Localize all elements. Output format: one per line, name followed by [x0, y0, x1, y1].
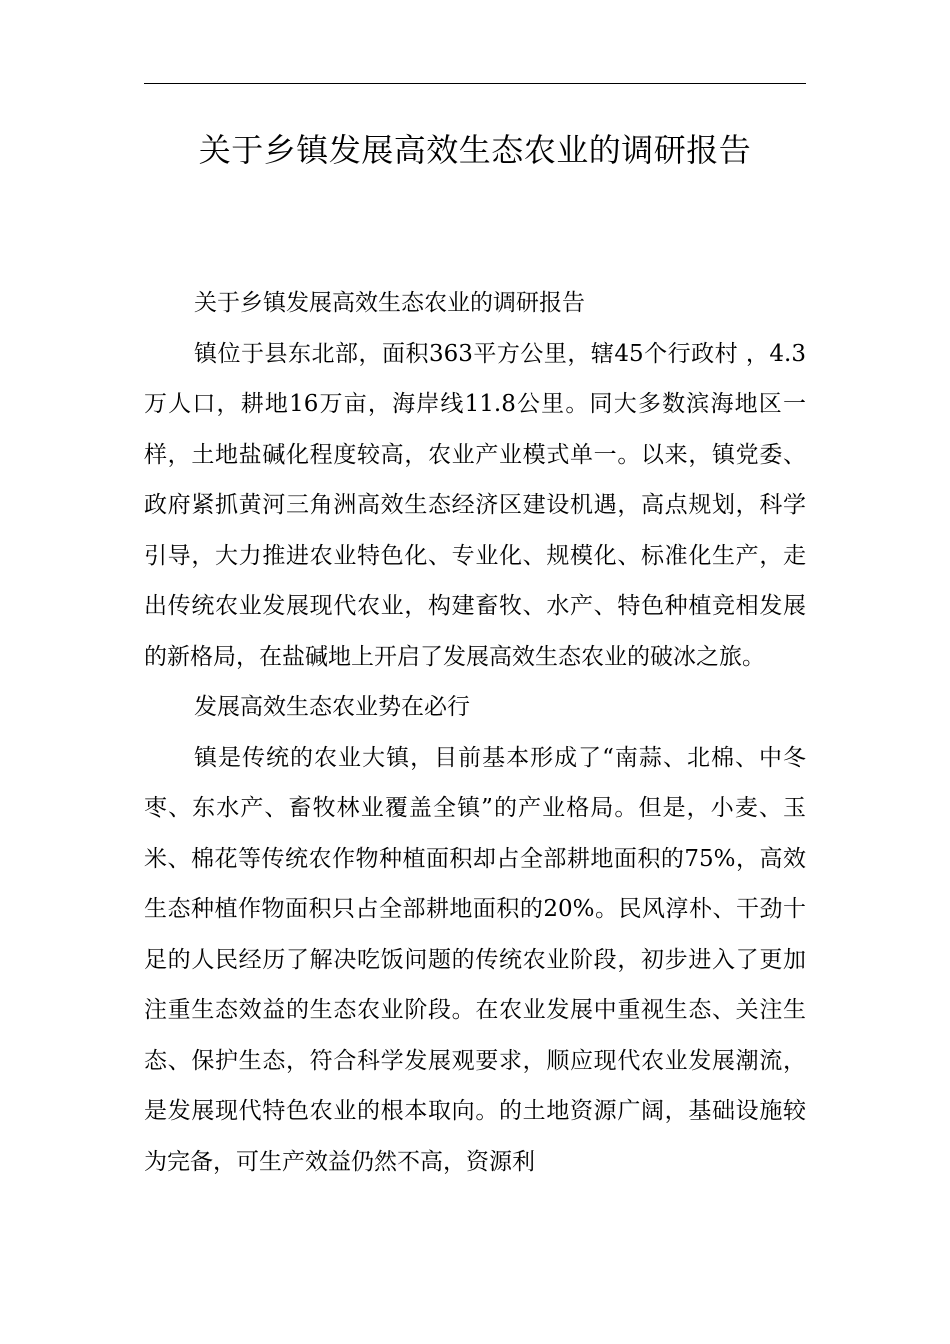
- paragraph-overview: 镇位于县东北部，面积363平方公里，辖45个行政村 ，4.3万人口，耕地16万亩，海岸线11.8公里。同大多数滨海地区一样，土地盐碱化程度较高，农业产业模式单一。以来，镇党委、政府紧抓黄河三角洲高效生态经济区建设机遇，高点规划，科学引导，大力推进农业特色化、专业化、规模化、标准化生产，走出传统农业发展现代农业，构建畜牧、水产、特色种植竞相发展的新格局，在盐碱地上开启了发展高效生态农业的破冰之旅。: [144, 340, 806, 670]
- paragraph-heading-repeat: 关于乡镇发展高效生态农业的调研报告: [194, 290, 585, 316]
- paragraph-current-state: 镇是传统的农业大镇，目前基本形成了“南蒜、北棉、中冬枣、东水产、畜牧林业覆盖全镇”的产业格局。但是，小麦、玉米、棉花等传统农作物种植面积却占全部耕地面积的75%，高效生态种植作物面积只占全部耕地面积的20%。民风淳朴、干劲十足的人民经历了解决吃饭问题的传统农业阶段，初步进入了更加注重生态效益的生态农业阶段。在农业发展中重视生态、关注生态、保护生态，符合科学发展观要求，顺应现代农业发展潮流，是发展现代特色农业的根本取向。的土地资源广阔，基础设施较为完备，可生产效益仍然不高，资源利: [144, 744, 806, 1175]
- document-title: 关于乡镇发展高效生态农业的调研报告: [198, 131, 752, 169]
- header-rule: [144, 83, 806, 84]
- section-heading: 发展高效生态农业势在必行: [194, 694, 470, 720]
- document-body: [144, 278, 806, 1187]
